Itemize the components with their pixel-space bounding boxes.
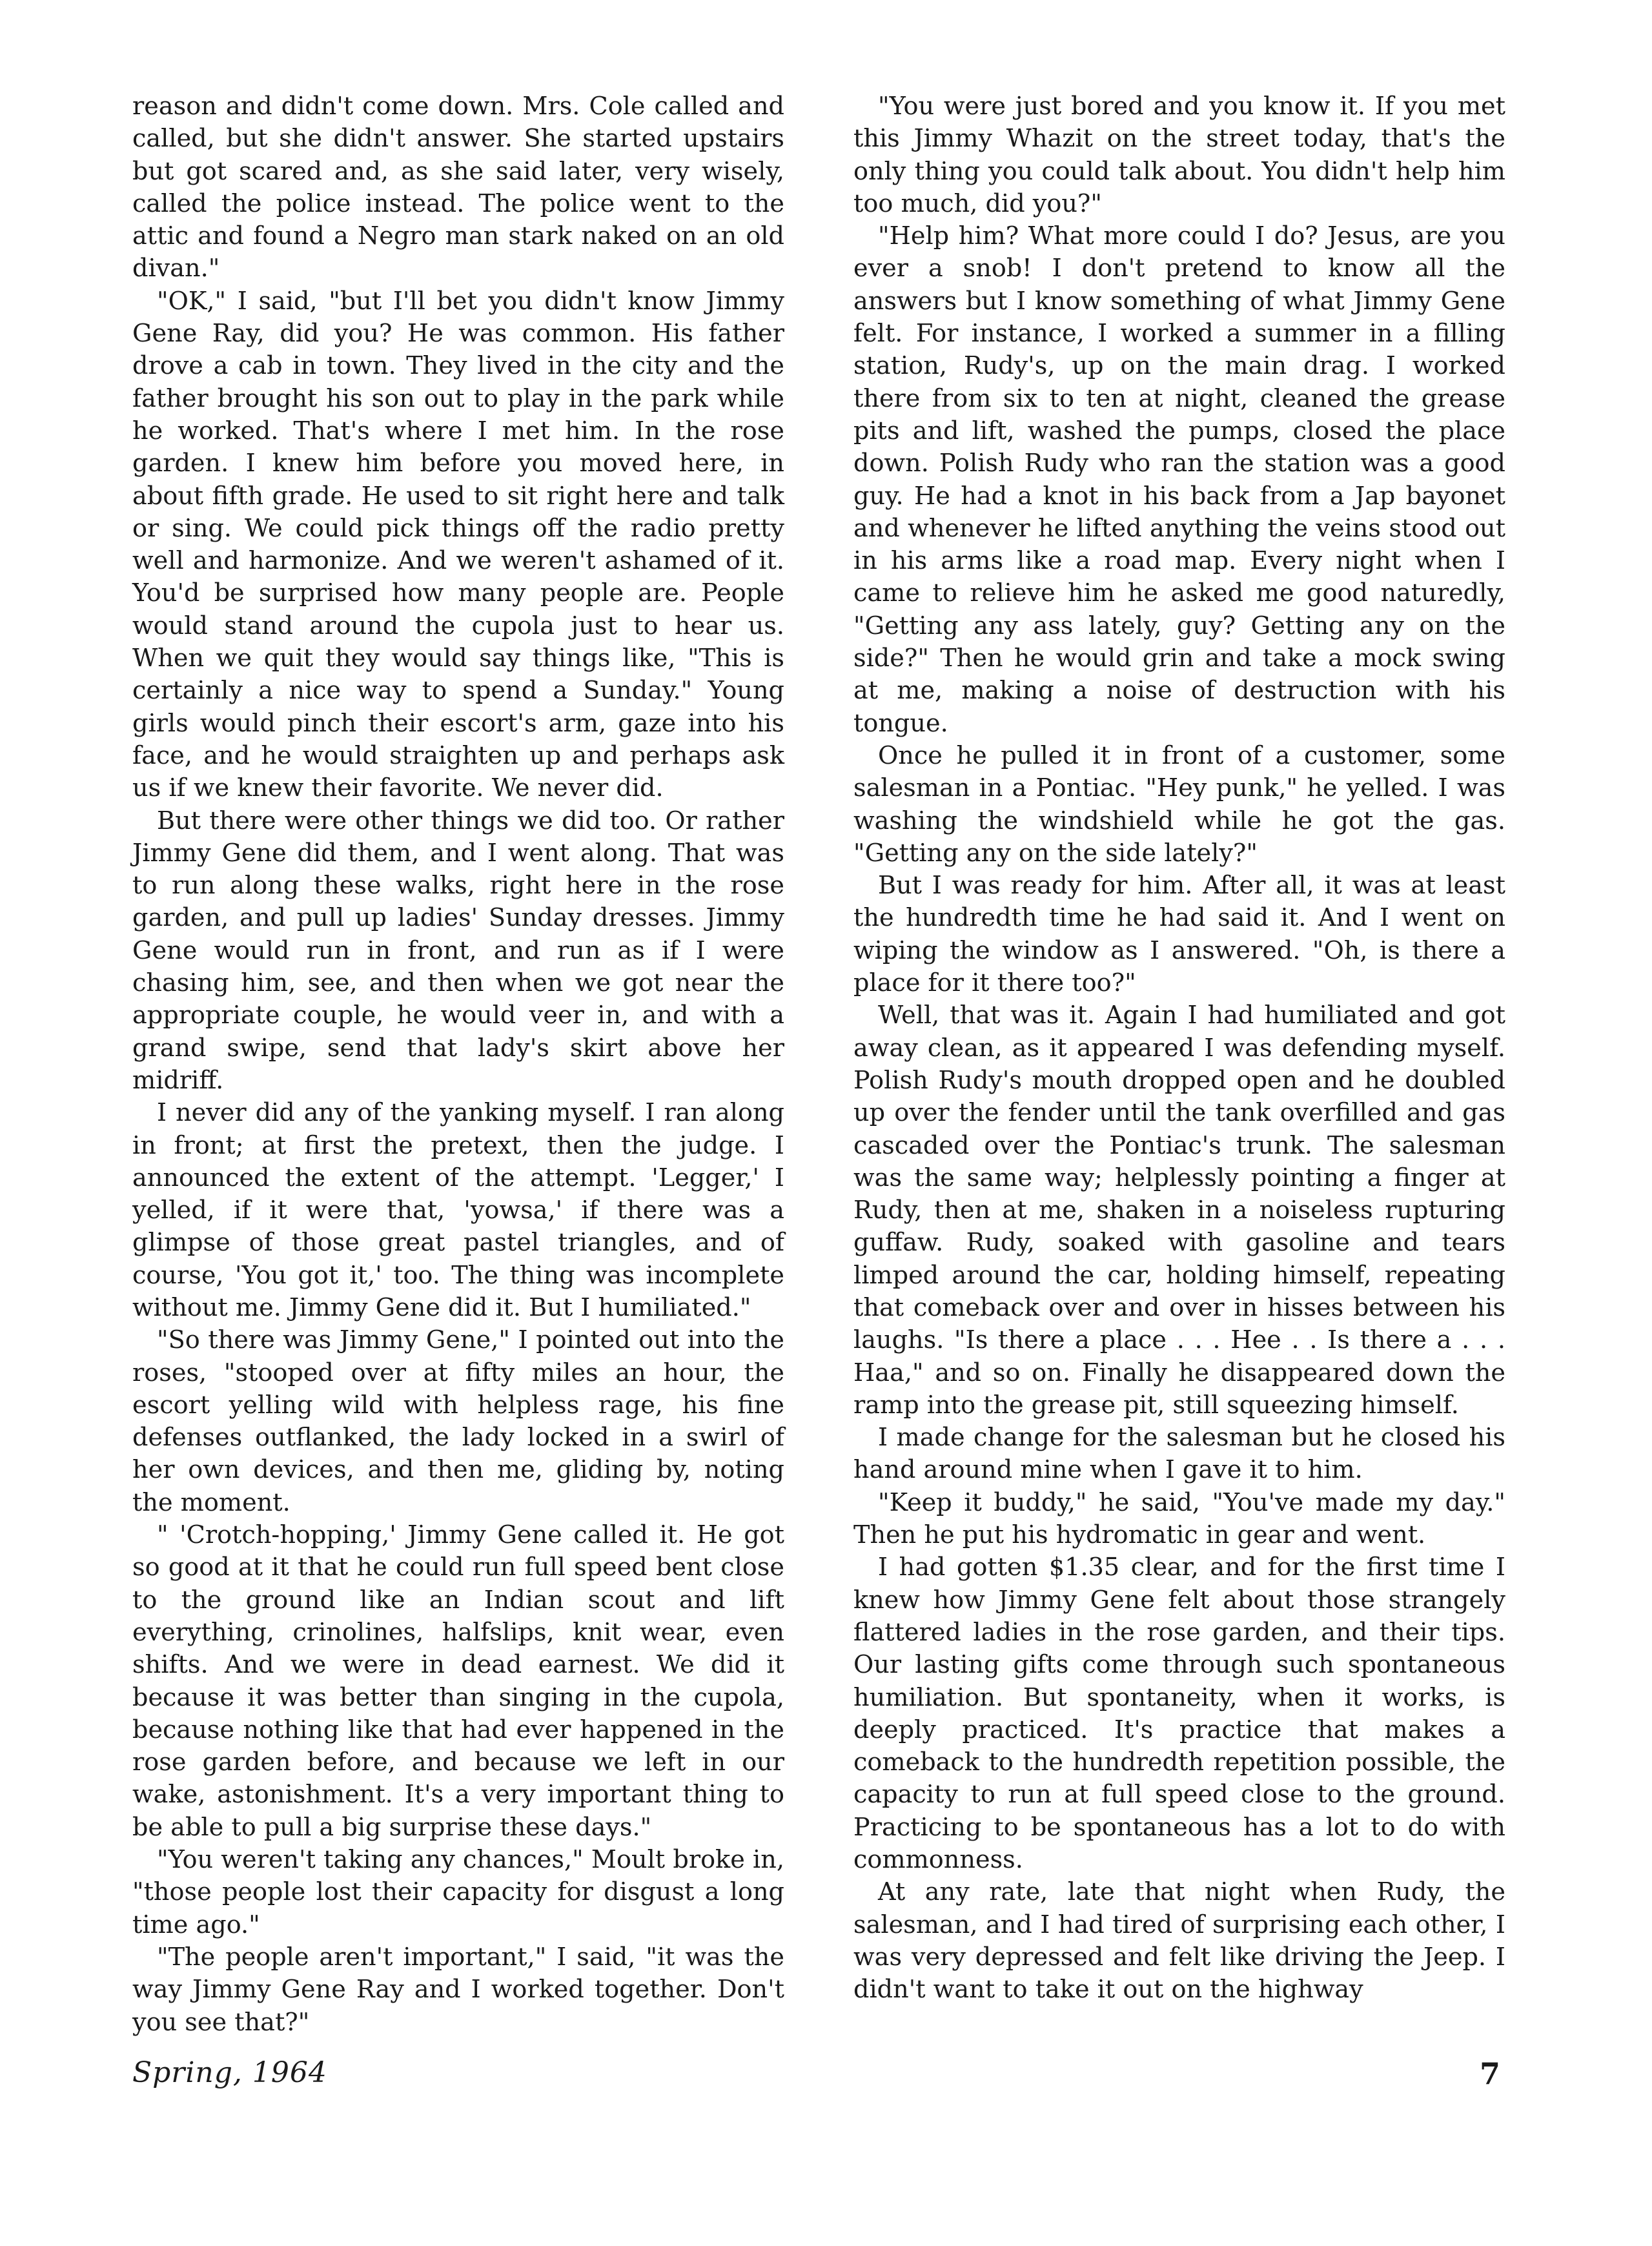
paragraph: I never did any of the yanking myself. I ran along in front; at first the pretext, then the judge. I announced the extent of the attempt. 'Legger,' I yelled, if it were that, 'yowsa,' if there was a glimpse of those great pastel triangles, and of course, 'You got it,' too. The thing was incomplete without me. Jimmy Gene did it. But I humiliated." <box>132 1099 784 1322</box>
paragraph: At any rate, late that night when Rudy, the salesman, and I had tired of surprising each other, I was very depressed and felt like driving the Jeep. I didn't want to take it out on the highway <box>853 1878 1505 2005</box>
paragraph: "So there was Jimmy Gene," I pointed out into the roses, "stooped over at fifty miles an hour, the escort yelling wild with helpless rage, his fine defenses outflanked, the lady locked in a swirl of her own devices, and then me, gliding by, noting the moment. <box>132 1326 784 1517</box>
paragraph: Once he pulled it in front of a customer, some salesman in a Pontiac. "Hey punk," he yelled. I was washing the windshield while he got the gas. "Getting any on the side lately?" <box>853 741 1505 868</box>
paragraph: Well, that was it. Again I had humiliated and got away clean, as it appeared I was defending myself. Polish Rudy's mouth dropped open and he doubled up over the fender until the tank overfilled and gas cascaded over the Pontiac's trunk. The salesman was the same way; helplessly pointing a finger at Rudy, then at me, shaken in a noiseless rupturing guffaw. Rudy, soaked with gasoline and tears limped around the car, holding himself, repeating that comeback over and over in hisses between his laughs. "Is there a place . . . Hee . . Is there a . . . Haa," and so on. Finally he disappeared down the ramp into the grease pit, still squeezing himself. <box>853 1001 1505 1420</box>
paragraph: reason and didn't come down. Mrs. Cole called and called, but she didn't answer. She started upstairs but got scared and, as she said later, very wisely, called the police instead. The police went to the attic and found a Negro man stark naked on an old divan." <box>132 92 784 283</box>
paragraph: But I was ready for him. After all, it was at least the hundredth time he had said it. And I went on wiping the window as I answered. "Oh, is there a place for it there too?" <box>853 872 1505 998</box>
paragraph: "You weren't taking any chances," Moult broke in, "those people lost their capacity for disgust a long time ago." <box>132 1846 784 1939</box>
paragraph: "You were just bored and you know it. If you met this Jimmy Whazit on the street today, that's the only thing you could talk about. You didn't help him too much, did you?" <box>853 92 1505 218</box>
paragraph: I had gotten $1.35 clear, and for the first time I knew how Jimmy Gene felt about those strangely flattered ladies in the rose garden, and their tips. Our lasting gifts come through such spontaneous humiliation. But spontaneity, when it works, is deeply practiced. It's practice that makes a comeback to the hundredth repetition possible, the capacity to run at full speed close to the ground. Practicing to be spontaneous has a lot to do with commonness. <box>853 1553 1505 1875</box>
paragraph: But there were other things we did too. Or rather Jimmy Gene did them, and I went along. That was to run along these walks, right here in the rose garden, and pull up ladies' Sunday dresses. Jimmy Gene would run in front, and run as if I were chasing him, see, and then when we got near the appropriate couple, he would veer in, and with a grand swipe, send that lady's skirt above her midriff. <box>132 806 784 1095</box>
paragraph: "Keep it buddy," he said, "You've made my day." Then he put his hydromatic in gear and went. <box>853 1488 1505 1550</box>
right-text-column <box>853 90 1505 2006</box>
page-number: 7 <box>1480 2056 1501 2091</box>
paragraph: I made change for the salesman but he closed his hand around mine when I gave it to him. <box>853 1424 1505 1485</box>
paragraph: "Help him? What more could I do? Jesus, are you ever a snob! I don't pretend to know all the answers but I know something of what Jimmy Gene felt. For instance, I worked a summer in a filling station, Rudy's, up on the main drag. I worked there from six to ten at night, cleaned the grease pits and lift, washed the pumps, closed the place down. Polish Rudy who ran the station was a good guy. He had a knot in his back from a Jap bayonet and whenever he lifted anything the veins stood out in his arms like a road map. Every night when I came to relieve him he asked me good naturedly, "Getting any ass lately, guy? Getting any on the side?" Then he would grin and take a mock swing at me, making a noise of destruction with his tongue. <box>853 222 1505 738</box>
issue-date-footer: Spring, 1964 <box>132 2056 327 2089</box>
paragraph: " 'Crotch-hopping,' Jimmy Gene called it. He got so good at it that he could run full speed bent close to the ground like an Indian scout and lift everything, crinolines, halfslips, knit wear, even shifts. And we were in dead earnest. We did it because it was better than singing in the cupola, because nothing like that had ever happened in the rose garden before, and because we left in our wake, astonishment. It's a very important thing to be able to pull a big surprise these days." <box>132 1521 784 1842</box>
paragraph: "The people aren't important," I said, "it was the way Jimmy Gene Ray and I worked together. Don't you see that?" <box>132 1943 784 2037</box>
paragraph: "OK," I said, "but I'll bet you didn't know Jimmy Gene Ray, did you? He was common. His father drove a cab in town. They lived in the city and the father brought his son out to play in the park while he worked. That's where I met him. In the rose garden. I knew him before you moved here, in about fifth grade. He used to sit right here and talk or sing. We could pick things off the radio pretty well and harmonize. And we weren't ashamed of it. You'd be surprised how many people are. People would stand around the cupola just to hear us. When we quit they would say things like, "This is certainly a nice way to spend a Sunday." Young girls would pinch their escort's arm, gaze into his face, and he would straighten up and perhaps ask us if we knew their favorite. We never did. <box>132 287 784 803</box>
left-text-column <box>132 90 784 2039</box>
